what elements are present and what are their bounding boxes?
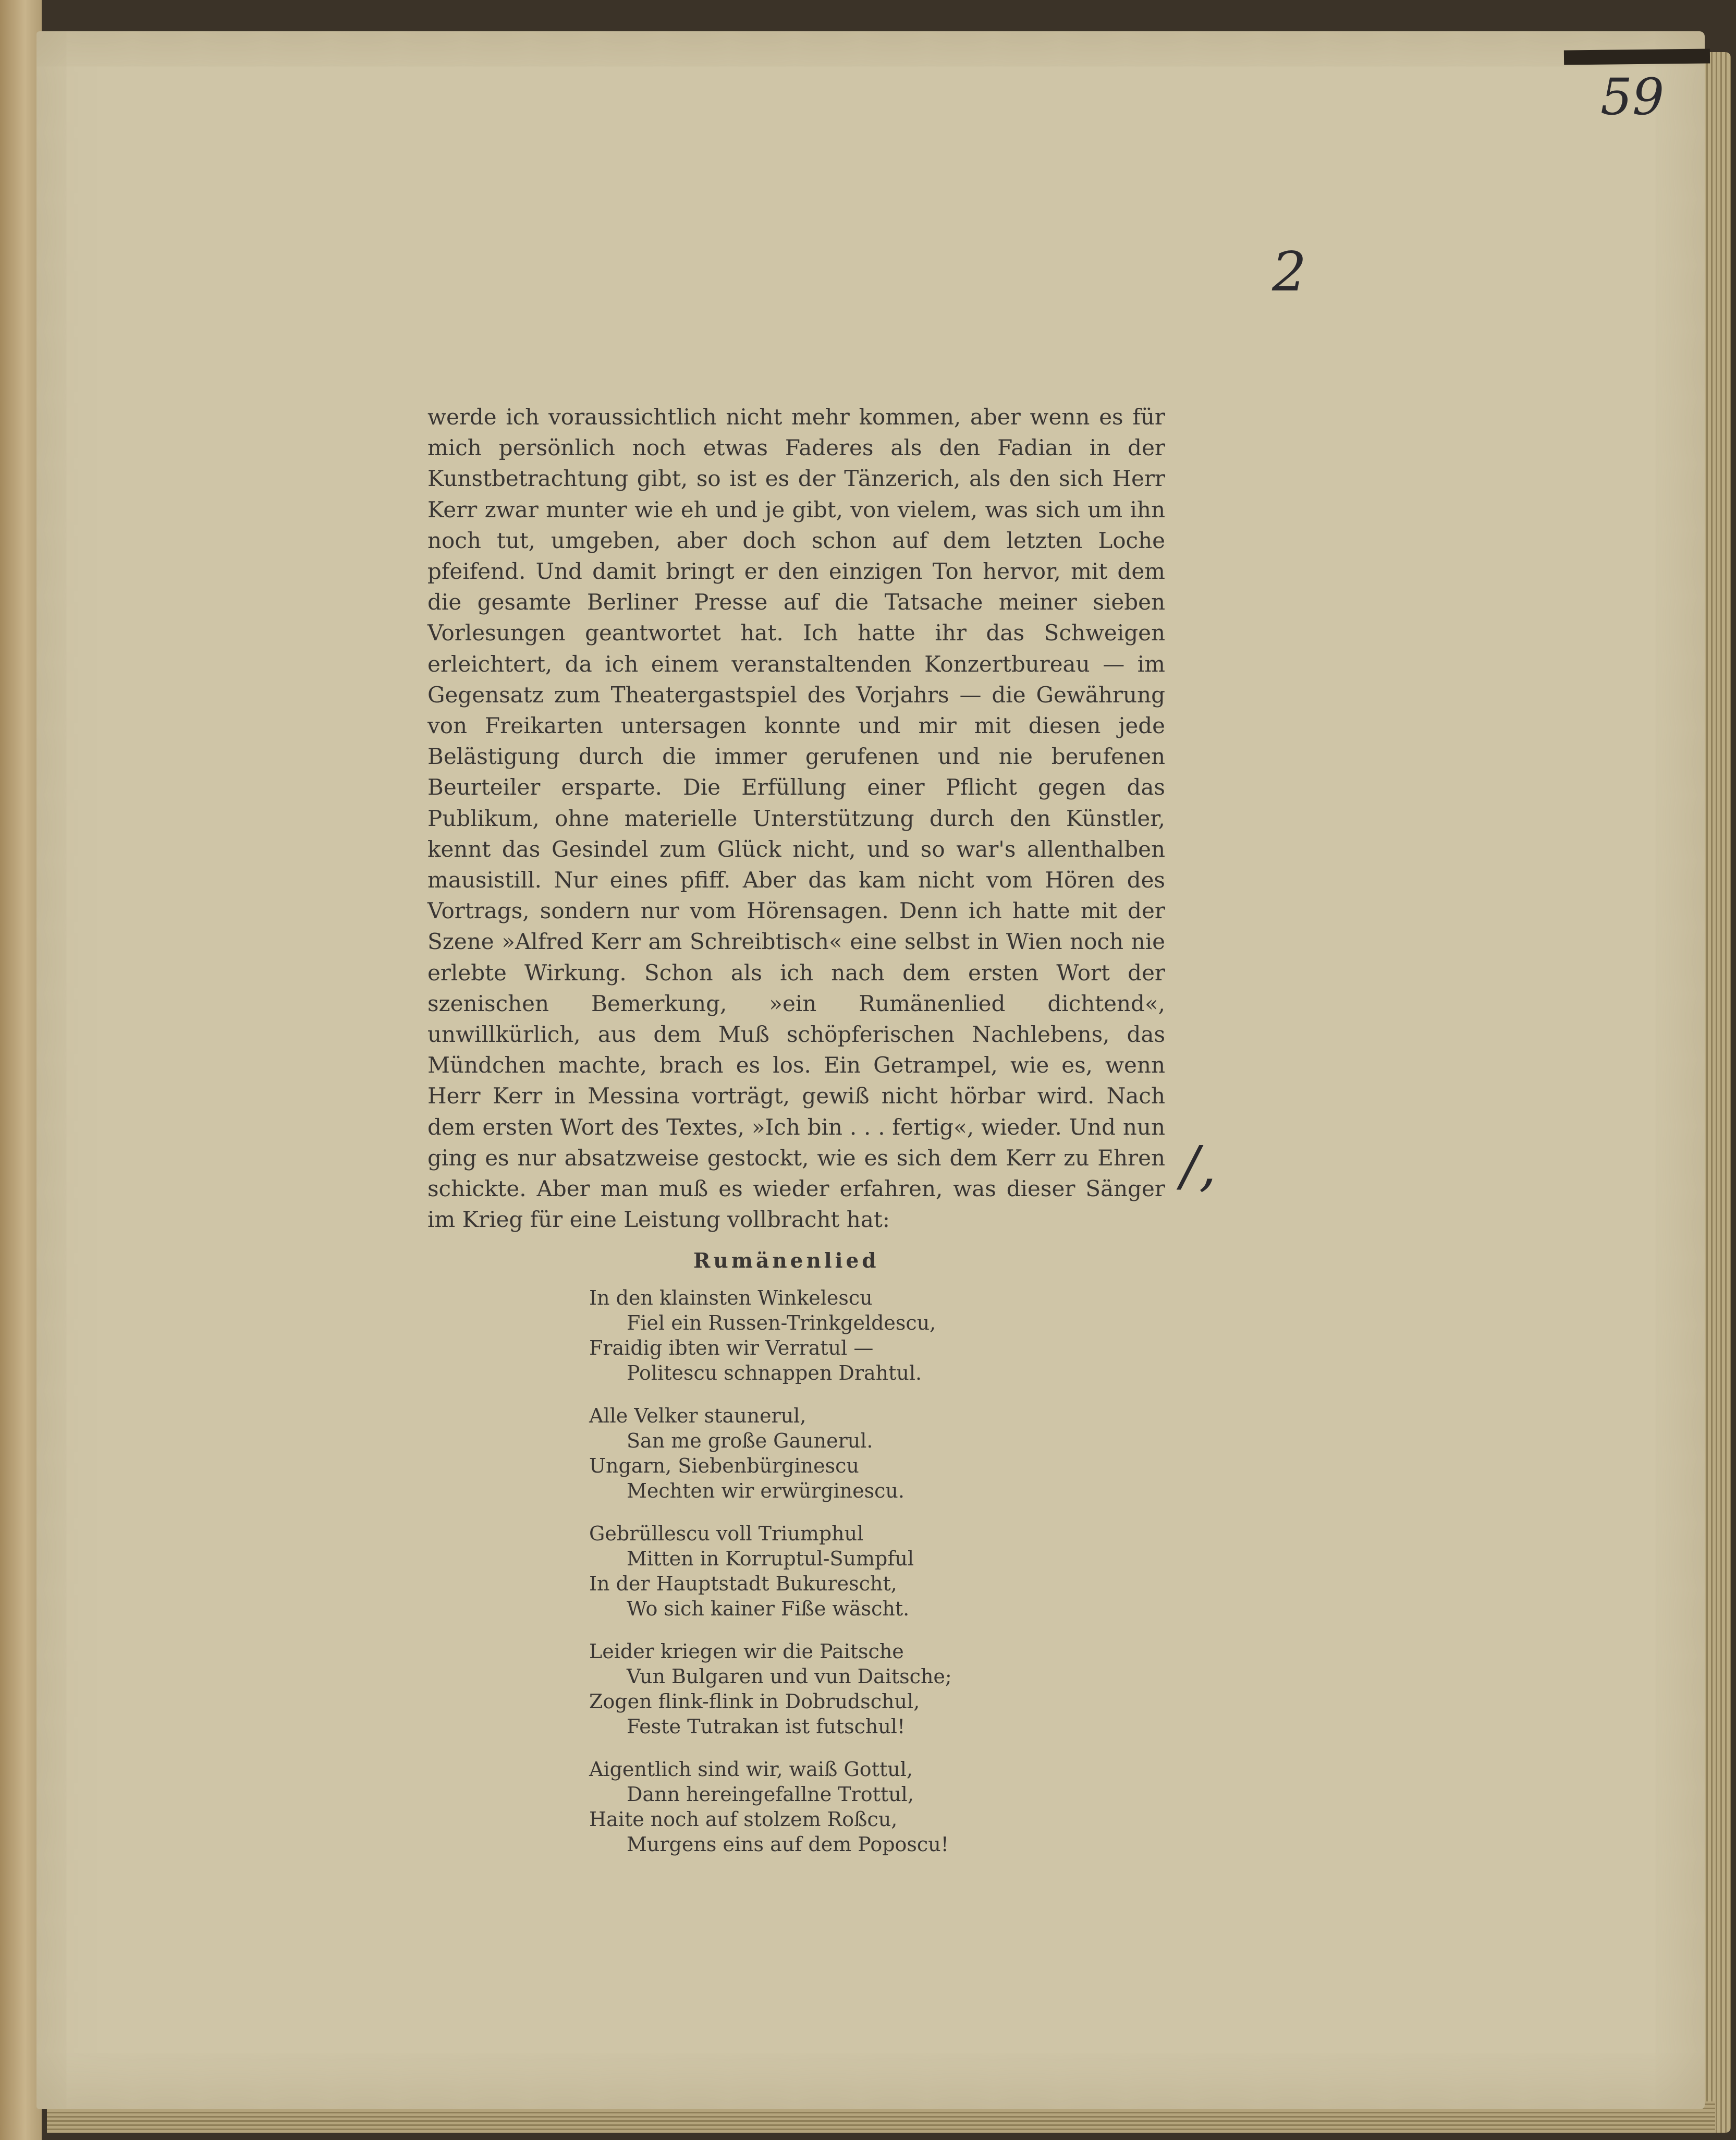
poem-line: Gebrüllescu voll Triumphul xyxy=(589,1522,864,1545)
handwritten-margin-mark: /, xyxy=(1181,1134,1217,1198)
handwritten-folio-number: 59 xyxy=(1600,68,1665,126)
poem xyxy=(589,1285,1006,1875)
poem-line: Fraidig ibten wir Verratul — xyxy=(589,1336,874,1359)
poem-line: In den klainsten Winkelescu xyxy=(589,1286,873,1309)
poem-line: In der Hauptstadt Bukurescht, xyxy=(589,1572,897,1595)
poem-line: Zogen flink-flink in Dobrudschul, xyxy=(589,1690,920,1713)
poem-stanza-1 xyxy=(589,1285,1006,1385)
handwritten-section-number: 2 xyxy=(1272,240,1307,303)
poem-title: Rumänenlied xyxy=(693,1249,879,1273)
poem-line: San me große Gaunerul. xyxy=(627,1429,873,1452)
facing-page-edge xyxy=(0,0,42,2140)
poem-line: Aigentlich sind wir, waiß Gottul, xyxy=(589,1758,913,1781)
poem-stanza-2 xyxy=(589,1403,1006,1503)
poem-line: Feste Tutrakan ist futschul! xyxy=(627,1715,906,1738)
poem-line: Fiel ein Russen-Trinkgeldescu, xyxy=(627,1311,936,1334)
body-paragraph: werde ich voraussichtlich nicht mehr kommen, aber wenn es für mich persönlich noch etwas Faderes als den Fadian in der Kunstbetrachtung gibt, so ist es der Tänzerich, als den sich Herr Kerr zwar munter wie eh und je gibt, von vielem, was sich um ihn noch tut, umgeben, aber doch schon auf dem letzten Loche pfeifend. Und damit bringt er den einzigen Ton hervor, mit dem die gesamte Berliner Presse auf die Tatsache meiner sieben Vorlesungen geantwortet hat. Ich hatte ihr das Schweigen erleichtert, da ich einem veranstaltenden Konzertbureau — im Gegensatz zum Theatergastspiel des Vorjahrs — die Gewährung von Freikarten untersagen konnte und mir mit diesen jede Belästigung durch die immer gerufenen und nie berufenen Beurteiler ersparte. Die Erfüllung einer Pflicht gegen das Publikum, ohne materielle Unterstützung durch den Künstler, kennt das Gesindel zum Glück nicht, und so war's allenthalben mausistill. Nur eines pfiff. Aber das kam nicht vom Hören des Vortrags, sondern nur vom Hörensagen. Denn ich hatte mit der Szene »Alfred Kerr am Schreibtisch« eine selbst in Wien noch nie erlebte Wirkung. Schon als ich nach dem ersten Wort der szenischen Bemerkung, »ein Rumänenlied dichtend«, unwillkürlich, aus dem Muß schöpferischen Nachlebens, das Mündchen machte, brach es los. Ein Getrampel, wie es, wenn Herr Kerr in Messina vorträgt, gewiß nicht hörbar wird. Nach dem ersten Wort des Textes, »Ich bin . . . fertig«, wieder. Und nun ging es nur absatzweise gestockt, wie es sich dem Kerr zu Ehren schickte. Aber man muß es wieder erfahren, was dieser Sänger im Krieg für eine Leistung vollbracht hat: xyxy=(427,404,1165,1233)
poem-line: Murgens eins auf dem Poposcu! xyxy=(627,1833,949,1856)
poem-line: Ungarn, Siebenbürginescu xyxy=(589,1454,859,1477)
poem-line: Wo sich kainer Fiße wäscht. xyxy=(627,1597,910,1620)
poem-stanza-4 xyxy=(589,1639,1006,1739)
poem-line: Dann hereingefallne Trottul, xyxy=(627,1783,914,1806)
poem-line: Mechten wir erwürginescu. xyxy=(627,1479,904,1502)
poem-line: Politescu schnappen Drahtul. xyxy=(627,1361,922,1384)
poem-line: Haite noch auf stolzem Roßcu, xyxy=(589,1808,898,1831)
poem-line: Vun Bulgaren und vun Daitsche; xyxy=(627,1665,952,1688)
poem-line: Mitten in Korruptul-Sumpful xyxy=(627,1547,914,1570)
poem-stanza-3 xyxy=(589,1521,1006,1621)
poem-line: Leider kriegen wir die Paitsche xyxy=(589,1640,904,1663)
poem-stanza-5 xyxy=(589,1757,1006,1857)
binding-strip xyxy=(1564,49,1710,65)
poem-line: Alle Velker staunerul, xyxy=(589,1404,806,1427)
